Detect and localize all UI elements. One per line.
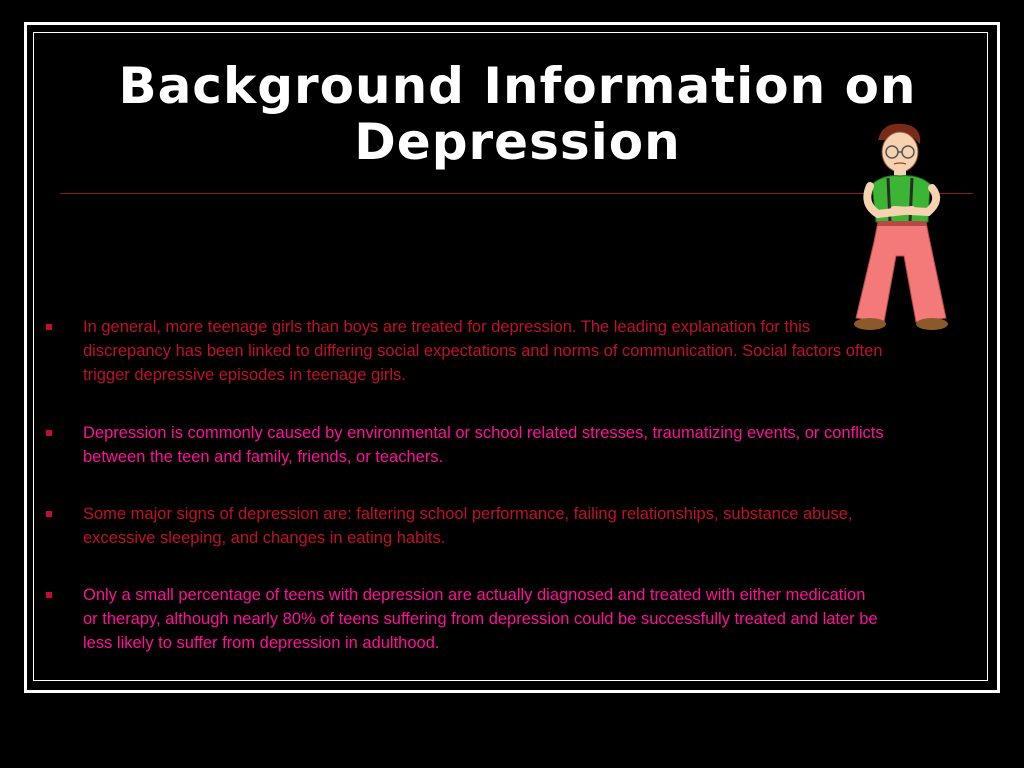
bullet-item-2 (44, 421, 884, 469)
title-line-1: Background Information on (118, 57, 917, 115)
bullet-list (44, 315, 884, 655)
square-bullet-icon (46, 592, 52, 598)
bullet-text-3: Some major signs of depression are: faltering school performance, failing relationships, substance abuse, excessive sleeping, and changes in eating habits. (83, 505, 853, 547)
square-bullet-icon (46, 324, 52, 330)
cartoon-boy-with-glasses-icon (848, 118, 958, 338)
title-line-2: Depression (354, 113, 681, 171)
bullet-text-1: In general, more teenage girls than boys are treated for depression. The leading explanation for this discrepancy has been linked to differing social expectations and norms of communication. Social factors often trigger depressive episodes in teenage girls. (83, 318, 883, 384)
title-divider (60, 193, 973, 194)
bullet-item-3 (44, 502, 884, 550)
square-bullet-icon (46, 430, 52, 436)
bullet-item-1 (44, 315, 884, 387)
square-bullet-icon (46, 511, 52, 517)
bullet-text-2: Depression is commonly caused by environmental or school related stresses, traumatizing events, or conflicts between the teen and family, friends, or teachers. (83, 424, 884, 466)
bullet-text-4: Only a small percentage of teens with depression are actually diagnosed and treated with either medication or therapy, although nearly 80% of teens suffering from depression could be successfully treated and later be less likely to suffer from depression in adulthood. (83, 586, 878, 652)
bullet-item-4 (44, 583, 884, 655)
